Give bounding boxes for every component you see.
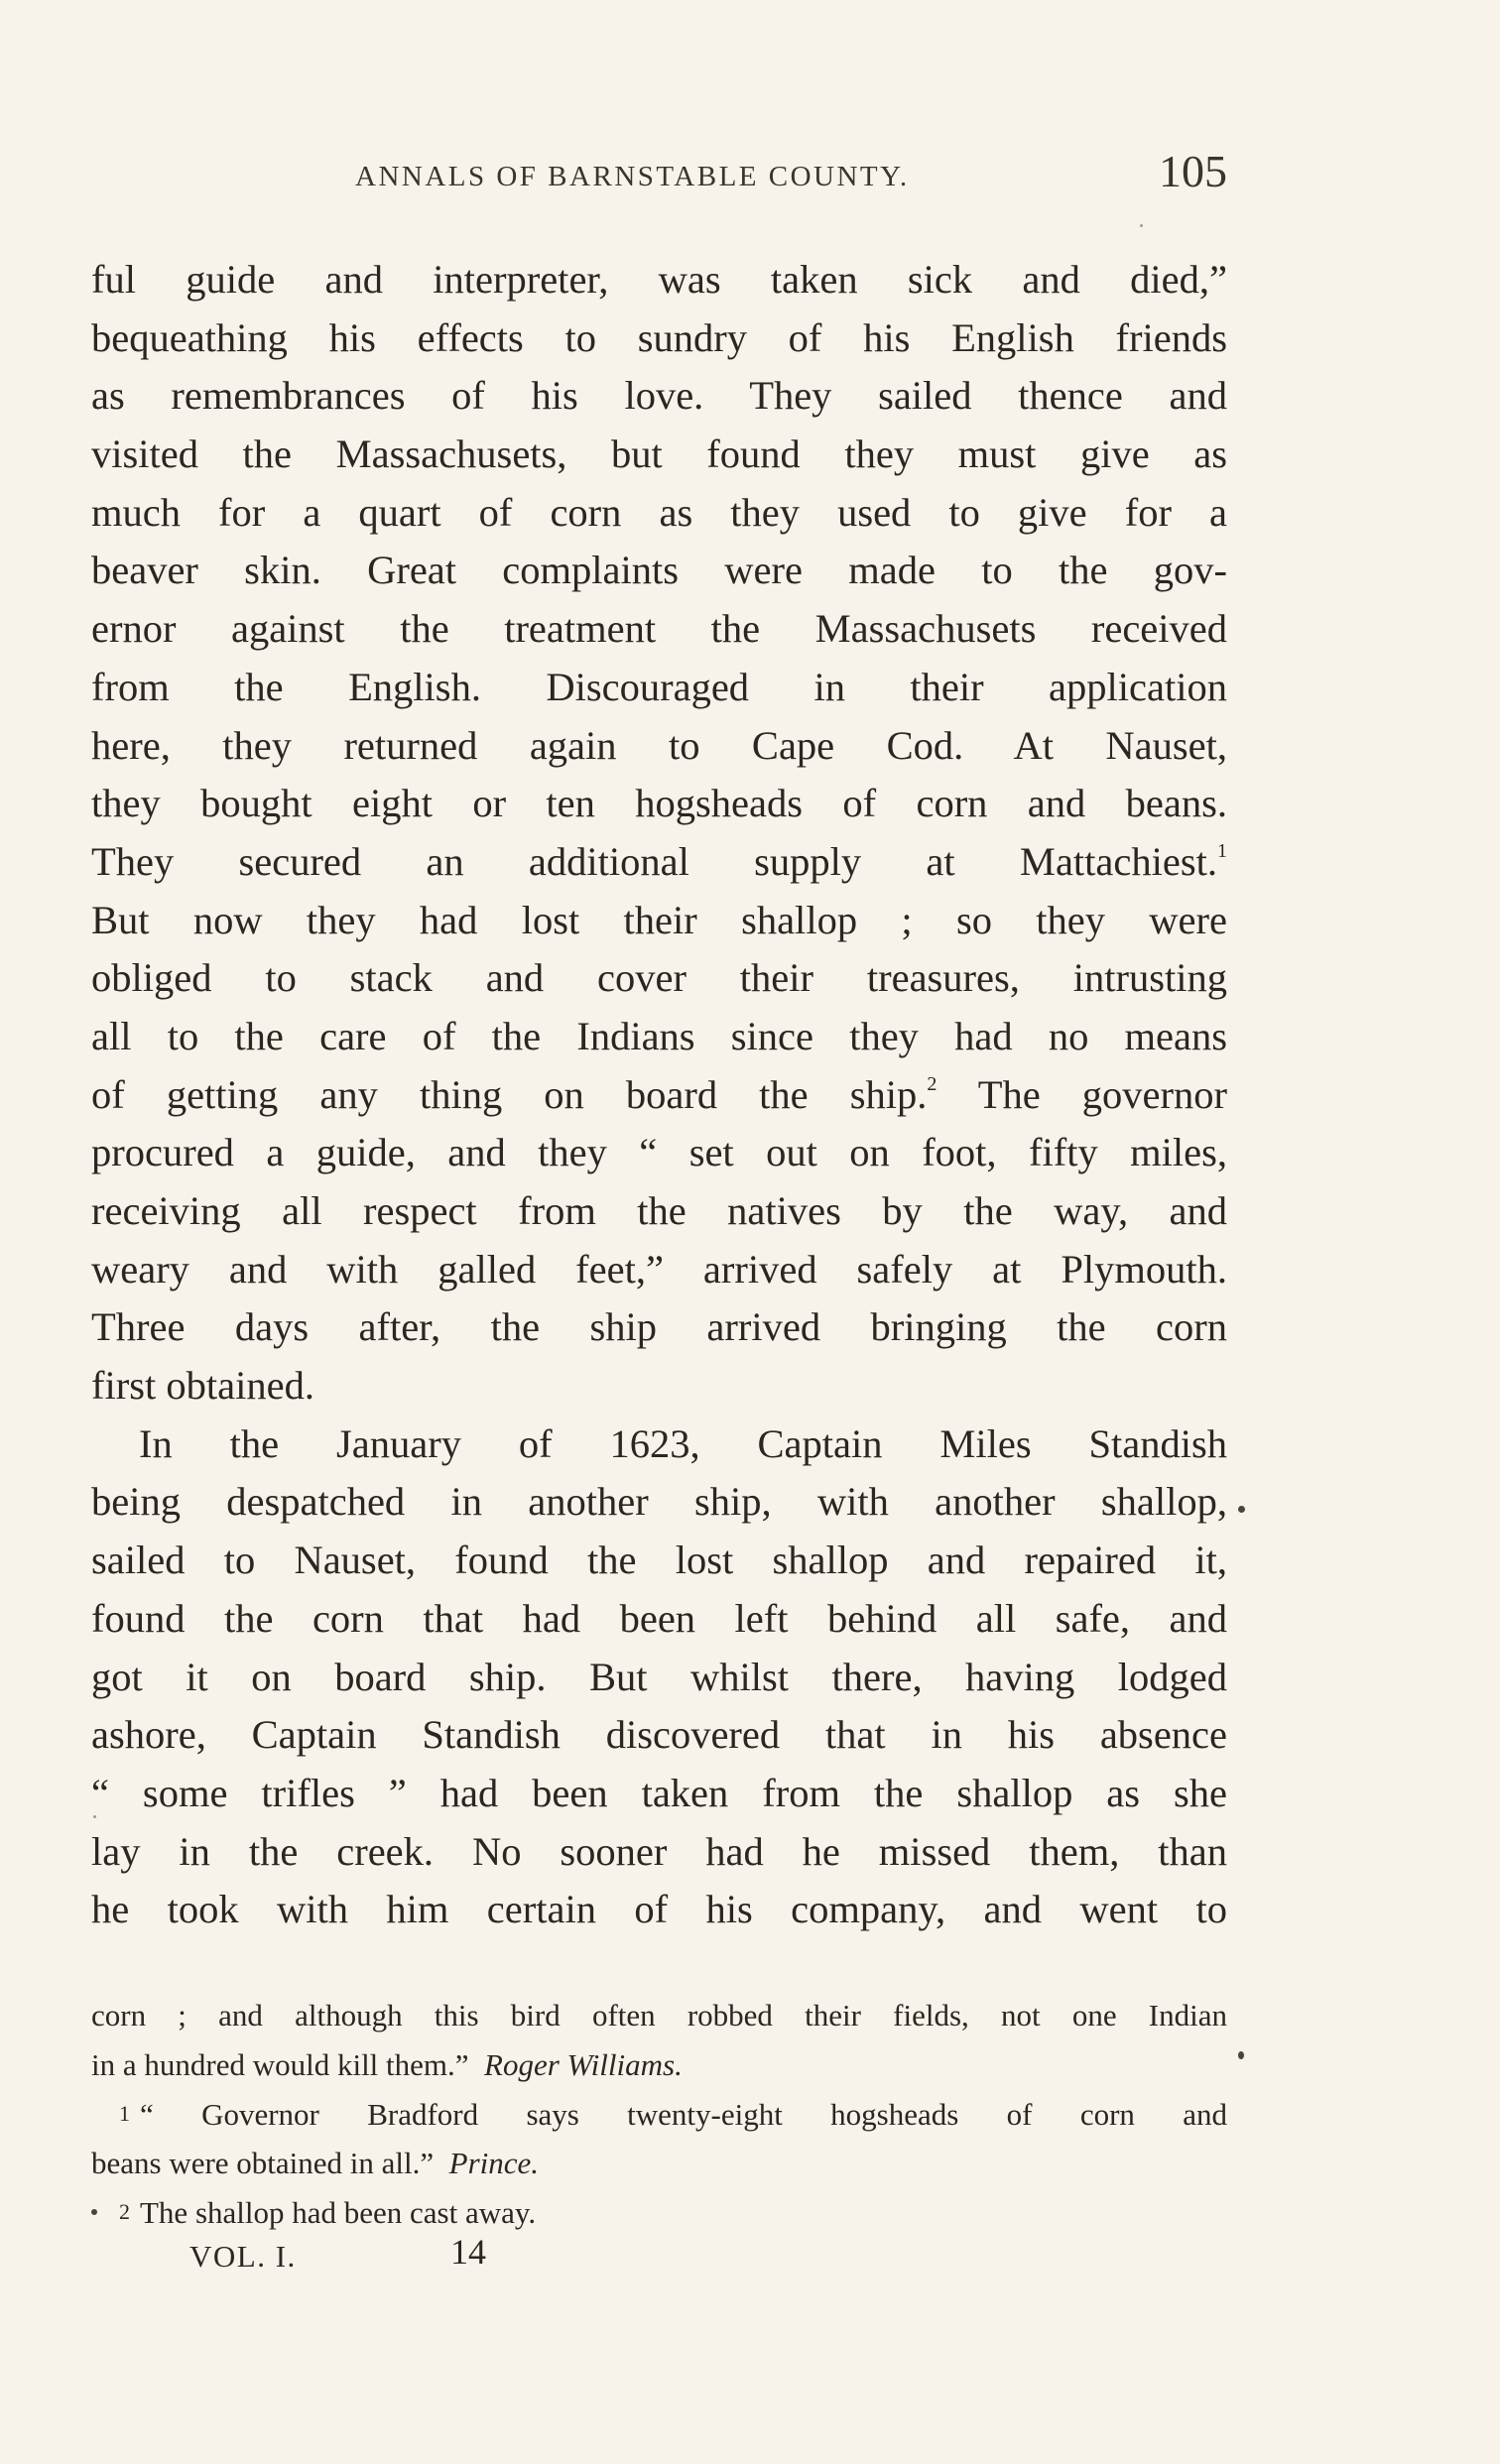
running-head: ANNALS OF BARNSTABLE COUNTY. [355,161,910,192]
text-line-9: here, they returned again to Cape Cod. At Nauset, [91,722,1227,768]
text-line-28: lay in the creek. No sooner had he missed them, than [91,1828,1227,1874]
text-line-8: from the English. Discouraged in their application [91,664,1227,709]
footnote-2-text: The shallop had been cast away. [140,2195,537,2230]
signature-mark: 14 [450,2232,486,2272]
page-header [91,145,1227,204]
text-line-24: found the corn that had been left behind all safe, and [91,1595,1227,1641]
text-line-29: he took with him certain of his company, and went to [91,1887,1227,1932]
text-line-20: first obtained. [91,1363,314,1409]
ink-speck [1238,2051,1244,2059]
text-line-22: being despatched in another ship, with another shallop, [91,1479,1227,1525]
footnote-2-number: 2 [119,2199,130,2224]
text-line-11-text: They secured an additional supply at Mattachiest. [91,838,1217,884]
body-text [91,251,1227,1939]
text-line-15 [91,1066,1227,1125]
text-line-18: weary and with galled feet,” arrived safely at Plymouth. [91,1246,1227,1292]
volume-signature: VOL. I. [189,2239,297,2274]
text-line-14: all to the care of the Indians since they had no means [91,1013,1227,1058]
footnote-2 [91,2187,1227,2237]
text-line-12: But now they had lost their shallop ; so they were [91,897,1227,942]
text-line-21: In the January of 1623, Captain Miles Standish [139,1420,1227,1466]
text-line-2: bequeathing his effects to sundry of his English friends [91,314,1227,360]
text-line-13: obliged to stack and cover their treasures, intrusting [91,955,1227,1001]
text-line-1: ful guide and interpreter, was taken sick and died,” [91,257,1227,302]
text-line-25: got it on board ship. But whilst there, having lodged [91,1654,1227,1699]
footnote-continuation-text: in a hundred would kill them.” [91,2046,469,2082]
footnote-continuation-line-2 [91,2040,1227,2090]
footnote-1-text-2: beans were obtained in all.” [91,2145,435,2180]
text-line-19: Three days after, the ship arrived bringing the corn [91,1304,1227,1350]
ink-speck [1140,224,1143,227]
ink-speck [1238,1506,1245,1513]
ink-speck [93,1815,96,1818]
text-line-26: ashore, Captain Standish discovered that in his absence [91,1712,1227,1758]
text-line-17: receiving all respect from the natives by the way, and [91,1188,1227,1233]
footnote-1-number: 1 [119,2101,130,2126]
text-line-7: ernor against the treatment the Massachusets received [91,606,1227,652]
text-line-15-tail: The governor [937,1071,1227,1117]
page-number: 105 [1159,146,1227,196]
footnote-source-prince: Prince. [448,2145,540,2180]
text-line-4: visited the Massachusets, but found they must give as [91,431,1227,477]
footnote-continuation-line-1: corn ; and although this bird often robbed their fields, not one Indian [91,1998,1227,2033]
text-line-23: sailed to Nauset, found the lost shallop and repaired it, [91,1538,1227,1583]
text-line-5: much for a quart of corn as they used to give for a [91,489,1227,535]
footnotes [91,1991,1227,2237]
text-line-6: beaver skin. Great complaints were made to the gov- [91,548,1227,593]
footnote-1-text: “ Governor Bradford says twenty-eight hogsheads of corn and [140,2097,1227,2132]
text-line-27: “ some trifles ” had been taken from the shallop as she [91,1770,1227,1815]
footnote-ref-1: 1 [1217,839,1227,862]
text-line-10: they bought eight or ten hogsheads of corn and beans. [91,781,1227,826]
text-line-3: as remembrances of his love. They sailed thence and [91,373,1227,419]
footnote-1-line-2 [91,2139,1227,2188]
text-line-16: procured a guide, and they “ set out on foot, fifty miles, [91,1130,1227,1175]
text-line-11 [91,833,1227,892]
footnote-1-line-1 [91,2089,1227,2139]
ink-speck [91,2209,97,2215]
text-line-15-text: of getting any thing on board the ship. [91,1071,928,1117]
footnote-source-roger-williams: Roger Williams. [484,2046,683,2082]
footnote-ref-2: 2 [927,1072,938,1095]
